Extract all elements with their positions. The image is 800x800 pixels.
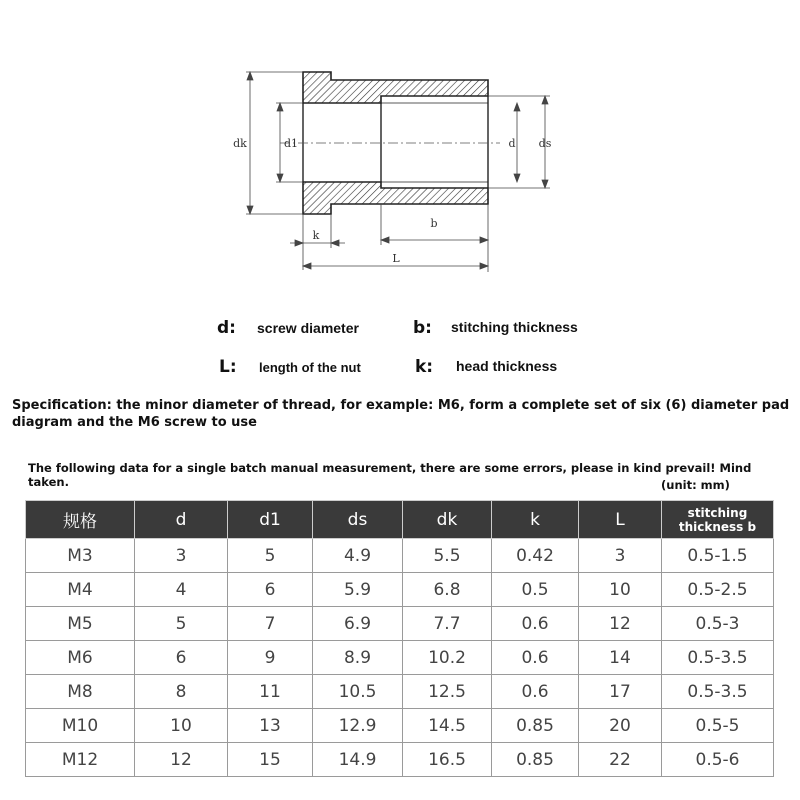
header-d: d	[135, 501, 228, 539]
cell-dk: 16.5	[403, 743, 492, 777]
cell-ds: 10.5	[313, 675, 403, 709]
cell-L: 14	[579, 641, 662, 675]
legend-key-L: L:	[219, 357, 237, 377]
dimension-lines	[246, 72, 550, 272]
cell-d: 10	[135, 709, 228, 743]
legend-text-L: length of the nut	[259, 360, 361, 375]
label-dk: dk	[233, 137, 247, 150]
cell-dk: 14.5	[403, 709, 492, 743]
cell-dk: 6.8	[403, 573, 492, 607]
cell-L: 3	[579, 539, 662, 573]
cell-b: 0.5-2.5	[662, 573, 774, 607]
cell-d1: 5	[228, 539, 313, 573]
legend-text-b: stitching thickness	[451, 319, 578, 335]
cell-L: 12	[579, 607, 662, 641]
label-d: d	[508, 137, 516, 150]
legend-key-d: d:	[217, 318, 236, 338]
cell-d: 3	[135, 539, 228, 573]
legend-key-k: k:	[415, 357, 434, 377]
cell-dk: 5.5	[403, 539, 492, 573]
spec-table	[25, 500, 774, 777]
label-L: L	[392, 252, 400, 265]
cell-d: 6	[135, 641, 228, 675]
legend-text-d: screw diameter	[257, 320, 359, 336]
cell-spec: M12	[26, 743, 135, 777]
cell-spec: M4	[26, 573, 135, 607]
header-k: k	[492, 501, 579, 539]
cell-spec: M10	[26, 709, 135, 743]
cell-k: 0.42	[492, 539, 579, 573]
cell-d1: 15	[228, 743, 313, 777]
legend-key-b: b:	[413, 318, 432, 338]
label-d1: d1	[283, 137, 299, 150]
header-spec: 规格	[26, 501, 135, 539]
table-row	[26, 607, 774, 641]
cell-L: 10	[579, 573, 662, 607]
cell-ds: 12.9	[313, 709, 403, 743]
cell-ds: 8.9	[313, 641, 403, 675]
cell-ds: 6.9	[313, 607, 403, 641]
cell-spec: M3	[26, 539, 135, 573]
cell-d: 5	[135, 607, 228, 641]
header-b: stitching thickness b	[662, 501, 774, 539]
cell-b: 0.5-1.5	[662, 539, 774, 573]
cell-d: 8	[135, 675, 228, 709]
cell-spec: M8	[26, 675, 135, 709]
table-row	[26, 641, 774, 675]
table-header-row	[26, 501, 774, 539]
nut-outline	[303, 96, 488, 188]
cell-spec: M6	[26, 641, 135, 675]
cell-k: 0.5	[492, 573, 579, 607]
cell-ds: 4.9	[313, 539, 403, 573]
label-k: k	[312, 229, 320, 242]
cell-b: 0.5-3.5	[662, 641, 774, 675]
specification-text: Specification: the minor diameter of thread, for example: M6, form a complete set of six (6) diameter pad diagram and the M6 screw to use	[12, 398, 790, 430]
cell-b: 0.5-6	[662, 743, 774, 777]
label-ds: ds	[538, 137, 552, 150]
cell-L: 20	[579, 709, 662, 743]
table-row	[26, 675, 774, 709]
label-b: b	[430, 217, 438, 230]
header-L: L	[579, 501, 662, 539]
measurement-note: The following data for a single batch manual measurement, there are some errors, please in kind prevail! Mind taken.	[28, 461, 752, 489]
cell-spec: M5	[26, 607, 135, 641]
table-row	[26, 573, 774, 607]
cell-d: 4	[135, 573, 228, 607]
cell-k: 0.6	[492, 607, 579, 641]
cell-dk: 7.7	[403, 607, 492, 641]
legend-text-k: head thickness	[456, 358, 558, 374]
cell-k: 0.6	[492, 641, 579, 675]
cell-d1: 7	[228, 607, 313, 641]
cell-d1: 9	[228, 641, 313, 675]
cell-d: 12	[135, 743, 228, 777]
header-ds: ds	[313, 501, 403, 539]
table-body	[26, 539, 774, 777]
table-row	[26, 743, 774, 777]
cell-k: 0.85	[492, 743, 579, 777]
cell-b: 0.5-3	[662, 607, 774, 641]
cell-k: 0.85	[492, 709, 579, 743]
cell-dk: 10.2	[403, 641, 492, 675]
header-d1: d1	[228, 501, 313, 539]
cell-k: 0.6	[492, 675, 579, 709]
table-row	[26, 539, 774, 573]
cell-L: 22	[579, 743, 662, 777]
header-dk: dk	[403, 501, 492, 539]
unit-label: (unit: mm)	[661, 478, 730, 492]
cell-b: 0.5-3.5	[662, 675, 774, 709]
rivet-nut-diagram	[0, 0, 800, 300]
cell-d1: 13	[228, 709, 313, 743]
cell-b: 0.5-5	[662, 709, 774, 743]
table-row	[26, 709, 774, 743]
cell-dk: 12.5	[403, 675, 492, 709]
cell-ds: 14.9	[313, 743, 403, 777]
cell-d1: 11	[228, 675, 313, 709]
cell-d1: 6	[228, 573, 313, 607]
cell-L: 17	[579, 675, 662, 709]
cell-ds: 5.9	[313, 573, 403, 607]
